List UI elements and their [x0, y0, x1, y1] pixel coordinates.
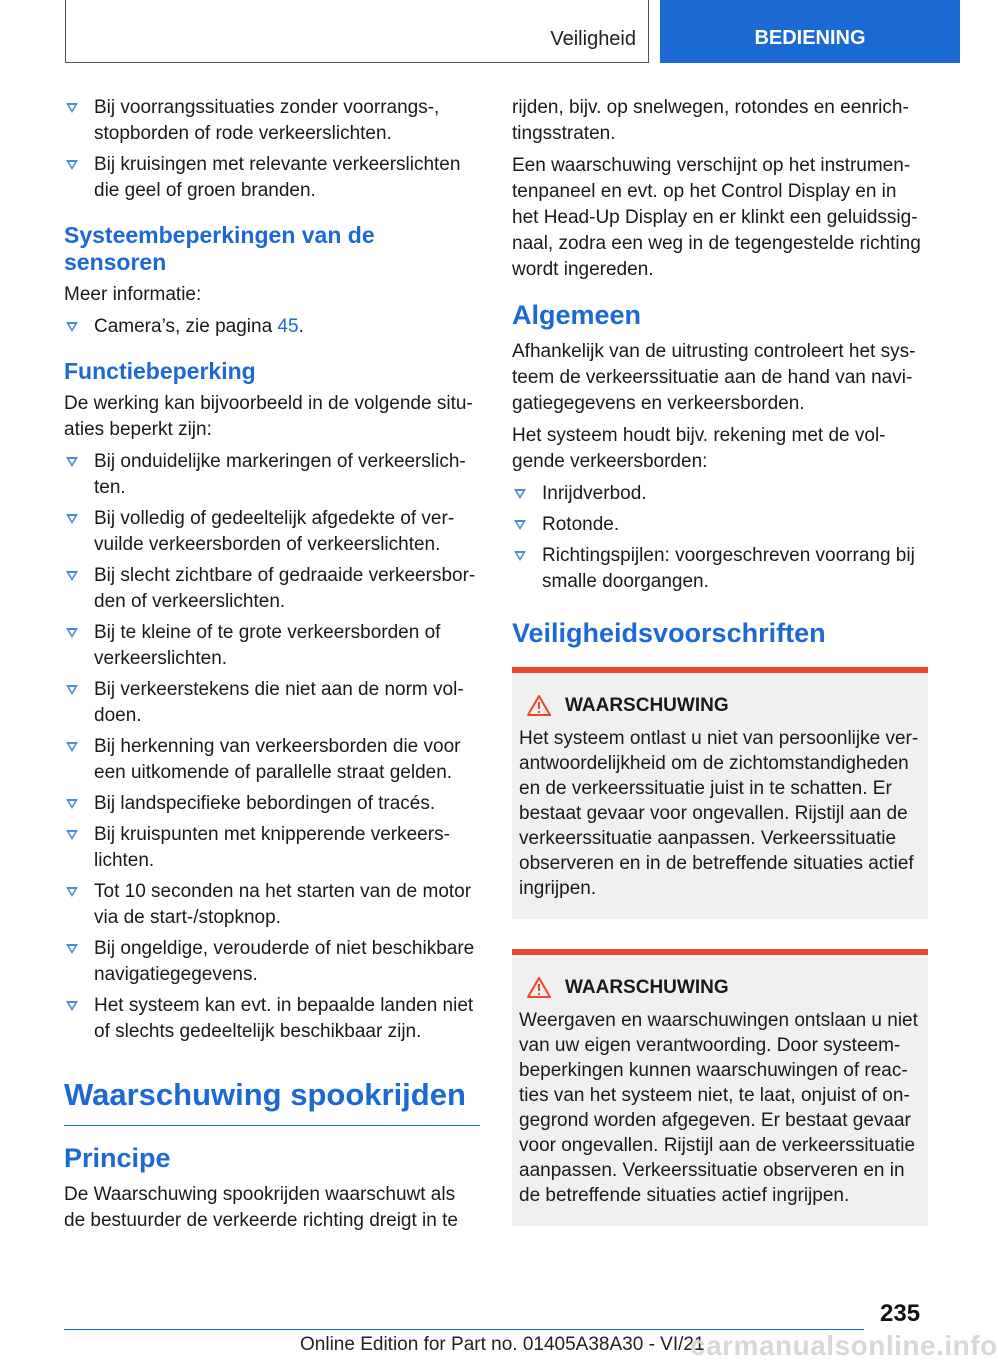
triangle-bullet-icon — [66, 628, 78, 638]
camera-page-link[interactable]: 45 — [277, 316, 299, 337]
triangle-bullet-icon — [66, 742, 78, 752]
warning-box — [512, 949, 928, 1226]
principle-heading: Principe — [64, 1143, 171, 1173]
list-item — [512, 512, 928, 538]
list-item-text: Bij ongeldige, verouderde of niet beschikbare navigatiegegevens. — [94, 938, 475, 985]
right-column — [512, 95, 928, 1232]
warning-title-row — [519, 975, 920, 1000]
watermark-logo: carmanualsonline.info — [690, 1330, 998, 1361]
warning-text: Het systeem ontlast u niet van persoonlijke verantwoordelijkheid om de zichtomstandigheden en de verkeerssituatie juist in te schatten. Er bestaat gevaar voor ongevallen. Rijstijl aan de verkeerssituatie aanpassen. Verkeerssituatie observeren en in de betreffende situaties actief ingrijpen. — [519, 728, 919, 899]
header-section-title: Veiligheid — [550, 28, 636, 50]
edition-text: Online Edition for Part no. 01405A38A30 - VI/21 — [300, 1334, 705, 1355]
list-item — [64, 936, 480, 988]
triangle-bullet-icon — [66, 685, 78, 695]
general-text-1: Afhankelijk van de uitrusting controleert het systeem de verkeerssituatie aan de hand van navigatiegegevens en verkeersborden. — [512, 341, 916, 414]
list-item — [64, 314, 480, 340]
camera-ref-end: . — [298, 316, 304, 337]
list-item-text: Bij verkeerstekens die niet aan de norm voldoen. — [94, 679, 464, 726]
function-limits-heading: Functiebeperking — [64, 358, 256, 384]
sensor-limits-heading: Systeembeperkingen van de sensoren — [64, 222, 375, 275]
list-item — [64, 879, 480, 931]
list-item-text: Bij volledig of gedeeltelijk afgedekte of vervuilde verkeersborden of verkeerslichten. — [94, 508, 455, 555]
function-limits-list — [64, 449, 480, 1045]
triangle-bullet-icon — [66, 799, 78, 809]
triangle-bullet-icon — [66, 944, 78, 954]
triangle-bullet-icon — [66, 571, 78, 581]
list-item — [64, 152, 480, 204]
list-item-text: Bij landspecifieke bebordingen of tracés. — [94, 793, 436, 814]
list-item-text: Bij voorrangssituaties zonder voorrangs-, stopborden of rode verkeerslichten. — [94, 97, 440, 144]
list-item-text: Richtingspijlen: voorgeschreven voorrang bij smalle doorgangen. — [542, 545, 915, 592]
intro-list — [64, 95, 480, 204]
list-item-text: Bij onduidelijke markeringen of verkeerslichten. — [94, 451, 466, 498]
warning-text: Weergaven en waarschuwingen ontslaan u niet van uw eigen verantwoording. Door systeembeperkingen kunnen waarschuwingen of reacties van het systeem niet, te laat, onjuist of ongegrond worden afgegeven. Er bestaat gevaar voor ongevallen. Rijstijl aan de verkeerssituatie aanpassen. Verkeerssituatie observeren en in de betreffende situaties actief ingrijpen. — [519, 1010, 918, 1206]
list-item — [64, 791, 480, 817]
warning-title: WAARSCHUWING — [565, 695, 729, 716]
warning-triangle-icon — [527, 977, 551, 998]
list-item — [64, 993, 480, 1045]
triangle-bullet-icon — [514, 489, 526, 499]
principle-text: De Waarschuwing spookrijden waarschuwt als de bestuurder de verkeerde richting dreigt in te — [64, 1184, 458, 1231]
triangle-bullet-icon — [514, 551, 526, 561]
list-item — [64, 822, 480, 874]
display-text: Een waarschuwing verschijnt op het instrumentenpaneel en evt. op het Control Display en in het Head-Up Display en er klinkt een geluidssignaal, zodra een weg in de tegengestelde richting wordt ingereden. — [512, 155, 921, 280]
list-item-text: Bij slecht zichtbare of gedraaide verkeersborden of verkeerslichten. — [94, 565, 476, 612]
warning-title-row — [519, 693, 920, 718]
list-item-text: Bij herkenning van verkeersborden die voor een uitkomende of parallelle straat gelden. — [94, 736, 461, 783]
traffic-sign-list — [512, 481, 928, 595]
list-item — [512, 481, 928, 507]
left-column — [64, 95, 480, 1240]
continued-text: rijden, bijv. op snelwegen, rotondes en eenrichtingsstraten. — [512, 97, 909, 144]
triangle-bullet-icon — [66, 457, 78, 467]
list-item — [64, 563, 480, 615]
triangle-bullet-icon — [66, 1001, 78, 1011]
list-item — [64, 506, 480, 558]
triangle-bullet-icon — [66, 103, 78, 113]
warning-title: WAARSCHUWING — [565, 977, 729, 998]
triangle-bullet-icon — [514, 520, 526, 530]
warning-box — [512, 667, 928, 919]
general-heading: Algemeen — [512, 300, 642, 330]
page-number: 235 — [880, 1300, 921, 1327]
camera-ref-text: Camera’s, zie pagina — [94, 316, 278, 337]
list-item-text: Het systeem kan evt. in bepaalde landen niet of slechts gedeeltelijk beschikbaar zijn. — [94, 995, 474, 1042]
list-item — [512, 543, 928, 595]
list-item-text: Bij te kleine of te grote verkeersborden of verkeerslichten. — [94, 622, 441, 669]
header-chapter-tab[interactable]: BEDIENING — [660, 0, 960, 63]
list-item — [64, 734, 480, 786]
triangle-bullet-icon — [66, 830, 78, 840]
list-item — [64, 449, 480, 501]
list-item-text: Tot 10 seconden na het starten van de motor via de start-/stopknop. — [94, 881, 472, 928]
wrong-way-warning-heading: Waarschuwing spookrijden — [64, 1075, 480, 1126]
triangle-bullet-icon — [66, 514, 78, 524]
triangle-bullet-icon — [66, 887, 78, 897]
list-item — [64, 677, 480, 729]
list-item — [64, 95, 480, 147]
list-item-text: Inrijdverbod. — [542, 483, 647, 504]
warning-triangle-icon — [527, 695, 551, 716]
list-item-text: Bij kruispunten met knipperende verkeerslichten. — [94, 824, 450, 871]
more-info-label: Meer informatie: — [64, 284, 202, 305]
safety-heading: Veiligheidsvoorschriften — [512, 618, 826, 648]
function-limits-intro: De werking kan bijvoorbeeld in de volgende situaties beperkt zijn: — [64, 393, 473, 440]
triangle-bullet-icon — [66, 322, 78, 332]
triangle-bullet-icon — [66, 160, 78, 170]
general-text-2: Het systeem houdt bijv. rekening met de volgende verkeersborden: — [512, 425, 886, 472]
list-item — [64, 620, 480, 672]
warning-list — [512, 667, 928, 1226]
list-item-text: Rotonde. — [542, 514, 620, 535]
list-item-text: Bij kruisingen met relevante verkeerslichten die geel of groen branden. — [94, 154, 461, 201]
